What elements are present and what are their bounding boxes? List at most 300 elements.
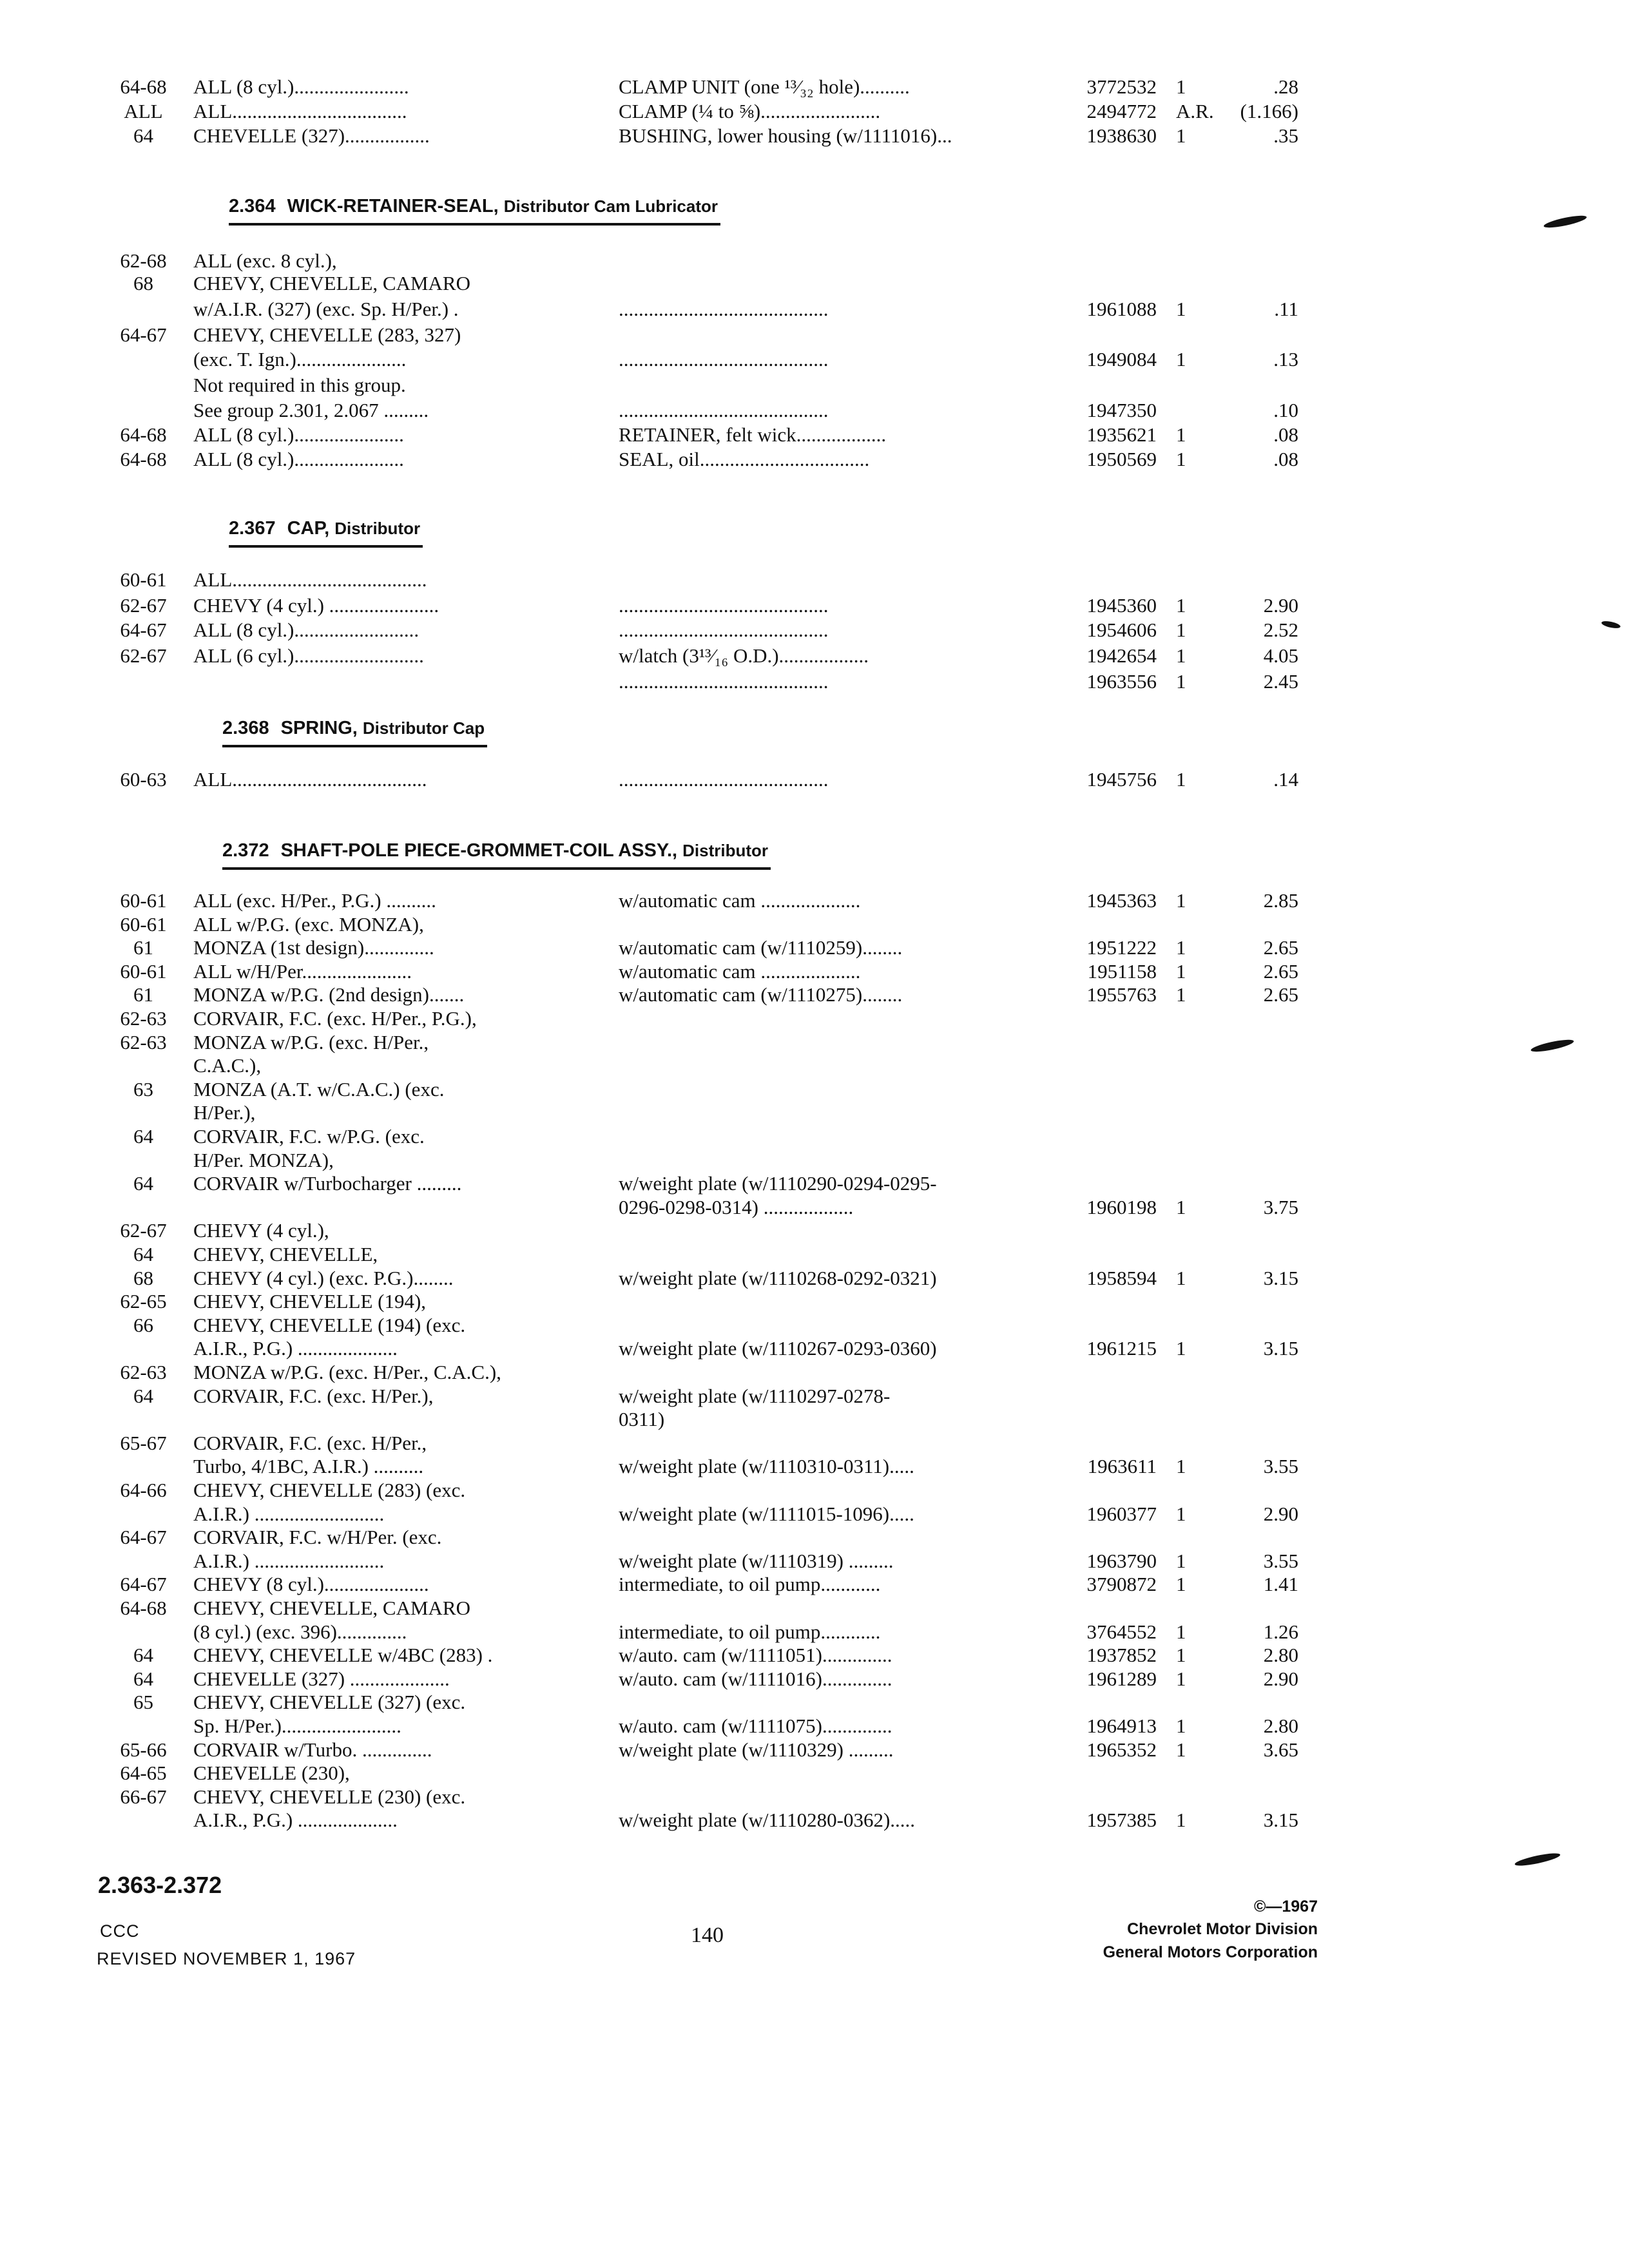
quantity: 1 <box>1176 124 1186 147</box>
table-row <box>0 1360 1629 1385</box>
table-row <box>0 1689 1629 1715</box>
price: 2.80 <box>1263 1644 1298 1667</box>
quantity: 1 <box>1176 1266 1186 1289</box>
model-years: 66-67 <box>120 1785 167 1808</box>
section-header-2-368 <box>222 715 487 747</box>
catalog-code: CCC <box>100 1921 140 1941</box>
price: 3.65 <box>1263 1738 1298 1761</box>
application: ALL (8 cyl.)...................... <box>193 448 404 470</box>
quantity: 1 <box>1176 448 1186 470</box>
application: (exc. T. Ign.)...................... <box>193 348 407 370</box>
model-years: 62-63 <box>120 1007 167 1030</box>
part-number: 1942654 <box>1086 644 1157 667</box>
quantity: 1 <box>1176 889 1186 912</box>
table-row <box>0 372 1629 398</box>
model-years: 64-66 <box>120 1479 167 1501</box>
table-row <box>0 1218 1629 1244</box>
table-row <box>0 1571 1629 1597</box>
model-years: 60-61 <box>120 959 167 983</box>
part-description: RETAINER, felt wick.................. <box>619 423 887 446</box>
application: ALL................................... <box>193 100 407 122</box>
application: CHEVY, CHEVELLE (230) (exc. <box>193 1785 466 1808</box>
table-row <box>0 1265 1629 1291</box>
section-title: SPRING, <box>280 718 358 738</box>
application: ALL w/H/Per...................... <box>193 959 412 983</box>
application: A.I.R.) .......................... <box>193 1549 385 1572</box>
price: 2.90 <box>1263 1502 1298 1525</box>
quantity: 1 <box>1176 348 1186 370</box>
application: ALL....................................... <box>193 768 427 791</box>
table-row <box>0 1548 1629 1574</box>
copyright: ©—1967 <box>1253 1898 1318 1916</box>
table-row <box>0 271 1629 296</box>
section-header-2-372 <box>222 838 771 870</box>
part-description: w/automatic cam .................... <box>619 959 861 983</box>
table-row <box>0 1713 1629 1739</box>
part-number: 1961088 <box>1086 298 1157 320</box>
table-row <box>0 593 1629 619</box>
part-description: CLAMP (¼ to ⅝)........................ <box>619 100 881 122</box>
application: ALL....................................... <box>193 568 427 591</box>
price: 1.26 <box>1263 1620 1298 1643</box>
quantity: 1 <box>1176 594 1186 617</box>
part-description: CLAMP UNIT (one ¹³⁄₃₂ hole).......... <box>619 75 910 98</box>
price: 2.65 <box>1263 959 1298 983</box>
application: ALL (6 cyl.).......................... <box>193 644 424 667</box>
application: H/Per. MONZA), <box>193 1148 334 1171</box>
part-number: 1965352 <box>1086 1738 1157 1761</box>
section-title: SHAFT-POLE PIECE-GROMMET-COIL ASSY., <box>280 840 678 861</box>
part-number: 1963611 <box>1087 1455 1157 1478</box>
price: .10 <box>1273 399 1298 421</box>
model-years: 64-68 <box>120 1597 167 1619</box>
part-description: .......................................... <box>619 298 829 320</box>
part-description: w/weight plate (w/1110319) ......... <box>619 1549 894 1572</box>
part-description: w/weight plate (w/1110297-0278- <box>619 1384 891 1407</box>
price: 4.05 <box>1263 644 1298 667</box>
model-years: 62-67 <box>120 644 167 667</box>
part-number: 1950569 <box>1086 448 1157 470</box>
corporation-name: General Motors Corporation <box>1103 1943 1318 1961</box>
part-number: 3764552 <box>1086 1620 1157 1643</box>
quantity: 1 <box>1176 936 1186 959</box>
section-subtitle: Distributor Cap <box>362 718 485 738</box>
application: Turbo, 4/1BC, A.I.R.) .......... <box>193 1455 424 1478</box>
model-years: ALL <box>124 100 163 122</box>
application: MONZA (A.T. w/C.A.C.) (exc. <box>193 1077 445 1100</box>
table-row <box>0 1760 1629 1786</box>
model-years: 65 <box>133 1691 153 1714</box>
quantity: 1 <box>1176 1337 1186 1360</box>
table-row <box>0 1595 1629 1621</box>
model-years: 64-67 <box>120 323 167 346</box>
application: ALL w/P.G. (exc. MONZA), <box>193 912 424 936</box>
application: MONZA w/P.G. (2nd design)....... <box>193 983 465 1006</box>
model-years: 64 <box>133 1644 153 1667</box>
part-description: intermediate, to oil pump............ <box>619 1573 881 1596</box>
page-number: 140 <box>691 1923 724 1947</box>
application: CORVAIR, F.C. w/P.G. (exc. <box>193 1125 425 1148</box>
section-title: CAP, <box>287 518 330 539</box>
table-row <box>0 643 1629 669</box>
table-row <box>0 1077 1629 1102</box>
price: .11 <box>1274 298 1298 320</box>
price: .35 <box>1273 124 1298 147</box>
part-number: 1964913 <box>1086 1715 1157 1737</box>
section-subtitle: Distributor <box>682 841 769 860</box>
application: CHEVY (4 cyl.) ...................... <box>193 594 439 617</box>
application: ALL (8 cyl.)......................... <box>193 619 419 641</box>
part-number: 1947350 <box>1086 399 1157 421</box>
quantity: 1 <box>1176 1195 1186 1218</box>
model-years: 64-67 <box>120 1573 167 1596</box>
table-row <box>0 447 1629 472</box>
application: CHEVY, CHEVELLE (283, 327) <box>193 323 461 346</box>
application: CORVAIR, F.C. (exc. H/Per., P.G.), <box>193 1007 477 1030</box>
model-years: 64 <box>133 1667 153 1690</box>
part-description: 0311) <box>619 1408 665 1431</box>
application: See group 2.301, 2.067 ......... <box>193 399 429 421</box>
application: MONZA w/P.G. (exc. H/Per., <box>193 1030 429 1053</box>
part-description: w/weight plate (w/1111015-1096)..... <box>619 1502 914 1525</box>
quantity: 1 <box>1176 1809 1186 1832</box>
quantity: 1 <box>1176 644 1186 667</box>
table-row <box>0 1053 1629 1079</box>
application: w/A.I.R. (327) (exc. Sp. H/Per.) . <box>193 298 459 320</box>
part-description: .......................................... <box>619 594 829 617</box>
table-row <box>0 1501 1629 1527</box>
part-number: 1938630 <box>1086 124 1157 147</box>
table-row <box>0 1312 1629 1338</box>
application: CHEVELLE (327) .................... <box>193 1667 450 1690</box>
table-row <box>0 1148 1629 1173</box>
model-years: 61 <box>133 983 153 1006</box>
section-subtitle: Distributor <box>334 519 421 538</box>
model-years: 64 <box>133 1243 153 1265</box>
model-years: 65-67 <box>120 1431 167 1454</box>
part-number: 1963790 <box>1086 1549 1157 1572</box>
table-row <box>0 248 1629 274</box>
price: 3.15 <box>1263 1337 1298 1360</box>
quantity: 1 <box>1176 75 1186 98</box>
table-row <box>0 982 1629 1008</box>
application: CHEVY, CHEVELLE (327) (exc. <box>193 1691 466 1714</box>
price: 2.90 <box>1263 1667 1298 1690</box>
table-row <box>0 1195 1629 1220</box>
table-row <box>0 422 1629 448</box>
table-row <box>0 959 1629 985</box>
application: Sp. H/Per.)........................ <box>193 1715 401 1737</box>
model-years: 65-66 <box>120 1738 167 1761</box>
price: 2.52 <box>1263 619 1298 641</box>
application: CORVAIR, F.C. (exc. H/Per., <box>193 1431 427 1454</box>
price: 3.15 <box>1263 1266 1298 1289</box>
part-description: intermediate, to oil pump............ <box>619 1620 881 1643</box>
part-description: w/automatic cam (w/1110259)........ <box>619 936 903 959</box>
application: CHEVELLE (327)................. <box>193 124 430 147</box>
model-years: 62-67 <box>120 1219 167 1242</box>
table-row <box>0 1807 1629 1833</box>
model-years: 66 <box>133 1313 153 1336</box>
application: MONZA (1st design).............. <box>193 936 434 959</box>
quantity: 1 <box>1176 959 1186 983</box>
quantity: 1 <box>1176 298 1186 320</box>
table-row <box>0 1030 1629 1055</box>
part-number: 1963556 <box>1086 670 1157 693</box>
section-header-2-367 <box>229 515 423 548</box>
quantity: 1 <box>1176 1738 1186 1761</box>
table-row <box>0 888 1629 914</box>
model-years: 68 <box>133 1266 153 1289</box>
table-row <box>0 347 1629 372</box>
model-years: 62-63 <box>120 1361 167 1383</box>
table-row <box>0 1430 1629 1456</box>
part-number: 1951222 <box>1086 936 1157 959</box>
table-row <box>0 935 1629 961</box>
price: 3.55 <box>1263 1455 1298 1478</box>
section-header-2-364 <box>229 193 720 226</box>
part-description: SEAL, oil.................................. <box>619 448 870 470</box>
quantity: 1 <box>1176 1667 1186 1690</box>
table-row <box>0 74 1629 100</box>
part-description: .......................................... <box>619 348 829 370</box>
model-years: 64-68 <box>120 448 167 470</box>
part-number: 1955763 <box>1086 983 1157 1006</box>
price: 3.55 <box>1263 1549 1298 1572</box>
price: 2.90 <box>1263 594 1298 617</box>
model-years: 63 <box>133 1077 153 1100</box>
quantity: 1 <box>1176 1455 1186 1478</box>
application: Not required in this group. <box>193 374 406 396</box>
model-years: 64 <box>133 124 153 147</box>
price: .08 <box>1273 448 1298 470</box>
scan-mark-1 <box>1543 213 1587 230</box>
application: CORVAIR, F.C. w/H/Per. (exc. <box>193 1526 442 1549</box>
application: H/Per.), <box>193 1101 256 1124</box>
model-years: 60-61 <box>120 889 167 912</box>
application: A.I.R., P.G.) .................... <box>193 1809 398 1832</box>
table-row <box>0 123 1629 149</box>
part-number: 1961289 <box>1086 1667 1157 1690</box>
application: CORVAIR w/Turbo. .............. <box>193 1738 432 1761</box>
application: CHEVY (8 cyl.)..................... <box>193 1573 429 1596</box>
price: 2.65 <box>1263 936 1298 959</box>
price: 1.41 <box>1263 1573 1298 1596</box>
part-description: w/automatic cam (w/1110275)........ <box>619 983 903 1006</box>
application: CHEVY (4 cyl.), <box>193 1219 329 1242</box>
model-years: 64 <box>133 1384 153 1407</box>
division-name: Chevrolet Motor Division <box>1127 1920 1318 1938</box>
table-row <box>0 296 1629 322</box>
part-description: w/weight plate (w/1110268-0292-0321) <box>619 1266 937 1289</box>
price: 2.65 <box>1263 983 1298 1006</box>
part-description: BUSHING, lower housing (w/1111016)... <box>619 124 952 147</box>
model-years: 62-65 <box>120 1290 167 1313</box>
table-row <box>0 617 1629 643</box>
application: ALL (8 cyl.)....................... <box>193 75 409 98</box>
section-number: 2.372 <box>222 840 269 861</box>
part-description: w/latch (3¹³⁄₁₆ O.D.).................. <box>619 644 869 667</box>
table-row <box>0 1524 1629 1550</box>
table-row <box>0 1124 1629 1149</box>
price: 2.45 <box>1263 670 1298 693</box>
part-description: w/auto. cam (w/1111075).............. <box>619 1715 892 1737</box>
price: 3.15 <box>1263 1809 1298 1832</box>
price: 3.75 <box>1263 1195 1298 1218</box>
part-number: 2494772 <box>1086 100 1157 122</box>
table-row <box>0 1477 1629 1503</box>
price: .28 <box>1273 75 1298 98</box>
application: CHEVY, CHEVELLE, <box>193 1243 378 1265</box>
section-subtitle: Distributor Cam Lubricator <box>503 197 718 216</box>
application: CHEVY, CHEVELLE (194) (exc. <box>193 1313 466 1336</box>
model-years: 64-68 <box>120 75 167 98</box>
application: C.A.C.), <box>193 1054 262 1077</box>
table-row <box>0 1289 1629 1314</box>
part-number: 3790872 <box>1086 1573 1157 1596</box>
price: 2.80 <box>1263 1715 1298 1737</box>
table-row <box>0 1619 1629 1645</box>
quantity: 1 <box>1176 670 1186 693</box>
part-number: 1951158 <box>1087 959 1157 983</box>
section-number: 2.364 <box>229 196 276 216</box>
model-years: 60-61 <box>120 912 167 936</box>
part-description: w/auto. cam (w/1111016).............. <box>619 1667 892 1690</box>
part-number: 1945363 <box>1086 889 1157 912</box>
model-years: 60-63 <box>120 768 167 791</box>
table-row <box>0 567 1629 593</box>
table-row <box>0 1336 1629 1361</box>
quantity: 1 <box>1176 423 1186 446</box>
application: CHEVELLE (230), <box>193 1762 350 1785</box>
application: (8 cyl.) (exc. 396).............. <box>193 1620 407 1643</box>
revised-date: REVISED NOVEMBER 1, 1967 <box>97 1949 356 1968</box>
application: ALL (exc. H/Per., P.G.) .......... <box>193 889 436 912</box>
quantity: 1 <box>1176 1644 1186 1667</box>
section-number: 2.367 <box>229 518 276 539</box>
part-number: 1960198 <box>1086 1195 1157 1218</box>
table-row <box>0 1784 1629 1810</box>
model-years: 61 <box>133 936 153 959</box>
application: A.I.R.) .......................... <box>193 1502 385 1525</box>
quantity: 1 <box>1176 983 1186 1006</box>
price: 2.85 <box>1263 889 1298 912</box>
table-row <box>0 1407 1629 1432</box>
model-years: 62-67 <box>120 594 167 617</box>
application: CHEVY, CHEVELLE (283) (exc. <box>193 1479 466 1501</box>
model-years: 64-68 <box>120 423 167 446</box>
application: CORVAIR w/Turbocharger ......... <box>193 1172 462 1195</box>
quantity: 1 <box>1176 768 1186 791</box>
table-row <box>0 669 1629 695</box>
quantity: 1 <box>1176 1502 1186 1525</box>
table-row <box>0 1171 1629 1196</box>
application: MONZA w/P.G. (exc. H/Per., C.A.C.), <box>193 1361 501 1383</box>
table-row <box>0 1006 1629 1032</box>
part-description: w/auto. cam (w/1111051).............. <box>619 1644 892 1667</box>
part-description: w/weight plate (w/1110290-0294-0295- <box>619 1172 937 1195</box>
part-number: 1937852 <box>1086 1644 1157 1667</box>
table-row <box>0 99 1629 124</box>
table-row <box>0 1100 1629 1126</box>
part-description: 0296-0298-0314) .................. <box>619 1195 854 1218</box>
application: CHEVY, CHEVELLE, CAMARO <box>193 1597 470 1619</box>
quantity: 1 <box>1176 1549 1186 1572</box>
part-description: w/weight plate (w/1110310-0311)..... <box>619 1455 914 1478</box>
part-description: .......................................... <box>619 768 829 791</box>
application: ALL (exc. 8 cyl.), <box>193 249 337 272</box>
table-row <box>0 912 1629 937</box>
model-years: 64-67 <box>120 1526 167 1549</box>
model-years: 64 <box>133 1125 153 1148</box>
quantity: 1 <box>1176 619 1186 641</box>
part-number: 1945756 <box>1086 768 1157 791</box>
part-number: 1945360 <box>1086 594 1157 617</box>
table-row <box>0 398 1629 423</box>
part-number: 1958594 <box>1086 1266 1157 1289</box>
model-years: 68 <box>133 272 153 294</box>
quantity: 1 <box>1176 1573 1186 1596</box>
part-description: w/weight plate (w/1110267-0293-0360) <box>619 1337 937 1360</box>
quantity: A.R. <box>1176 100 1214 122</box>
model-years: 64 <box>133 1172 153 1195</box>
part-description: w/automatic cam .................... <box>619 889 861 912</box>
application: ALL (8 cyl.)...................... <box>193 423 404 446</box>
part-number: 1935621 <box>1086 423 1157 446</box>
table-row <box>0 1454 1629 1479</box>
group-range: 2.363-2.372 <box>98 1872 222 1898</box>
price: (1.166) <box>1240 100 1298 122</box>
part-description: .......................................... <box>619 619 829 641</box>
application: CHEVY, CHEVELLE w/4BC (283) . <box>193 1644 493 1667</box>
model-years: 62-68 <box>120 249 167 272</box>
table-row <box>0 1383 1629 1409</box>
part-number: 3772532 <box>1086 75 1157 98</box>
table-row <box>0 767 1629 793</box>
model-years: 64-65 <box>120 1762 167 1785</box>
section-number: 2.368 <box>222 718 269 738</box>
model-years: 62-63 <box>120 1030 167 1053</box>
table-row <box>0 322 1629 348</box>
table-row <box>0 1242 1629 1267</box>
part-description: .......................................... <box>619 399 829 421</box>
application: CORVAIR, F.C. (exc. H/Per.), <box>193 1384 434 1407</box>
table-row <box>0 1737 1629 1763</box>
application: CHEVY, CHEVELLE, CAMARO <box>193 272 470 294</box>
quantity: 1 <box>1176 1620 1186 1643</box>
price: .13 <box>1273 348 1298 370</box>
model-years: 60-61 <box>120 568 167 591</box>
part-number: 1949084 <box>1086 348 1157 370</box>
price: .08 <box>1273 423 1298 446</box>
application: A.I.R., P.G.) .................... <box>193 1337 398 1360</box>
part-number: 1961215 <box>1086 1337 1157 1360</box>
quantity: 1 <box>1176 1715 1186 1737</box>
application: CHEVY (4 cyl.) (exc. P.G.)........ <box>193 1266 454 1289</box>
part-description: w/weight plate (w/1110329) ......... <box>619 1738 894 1761</box>
model-years: 64-67 <box>120 619 167 641</box>
part-description: .......................................... <box>619 670 829 693</box>
part-number: 1957385 <box>1086 1809 1157 1832</box>
part-number: 1960377 <box>1086 1502 1157 1525</box>
section-title: WICK-RETAINER-SEAL, <box>287 196 499 216</box>
application: CHEVY, CHEVELLE (194), <box>193 1290 427 1313</box>
part-number: 1954606 <box>1086 619 1157 641</box>
scan-mark-4 <box>1514 1851 1561 1869</box>
part-description: w/weight plate (w/1110280-0362)..... <box>619 1809 916 1832</box>
price: .14 <box>1273 768 1298 791</box>
table-row <box>0 1642 1629 1668</box>
